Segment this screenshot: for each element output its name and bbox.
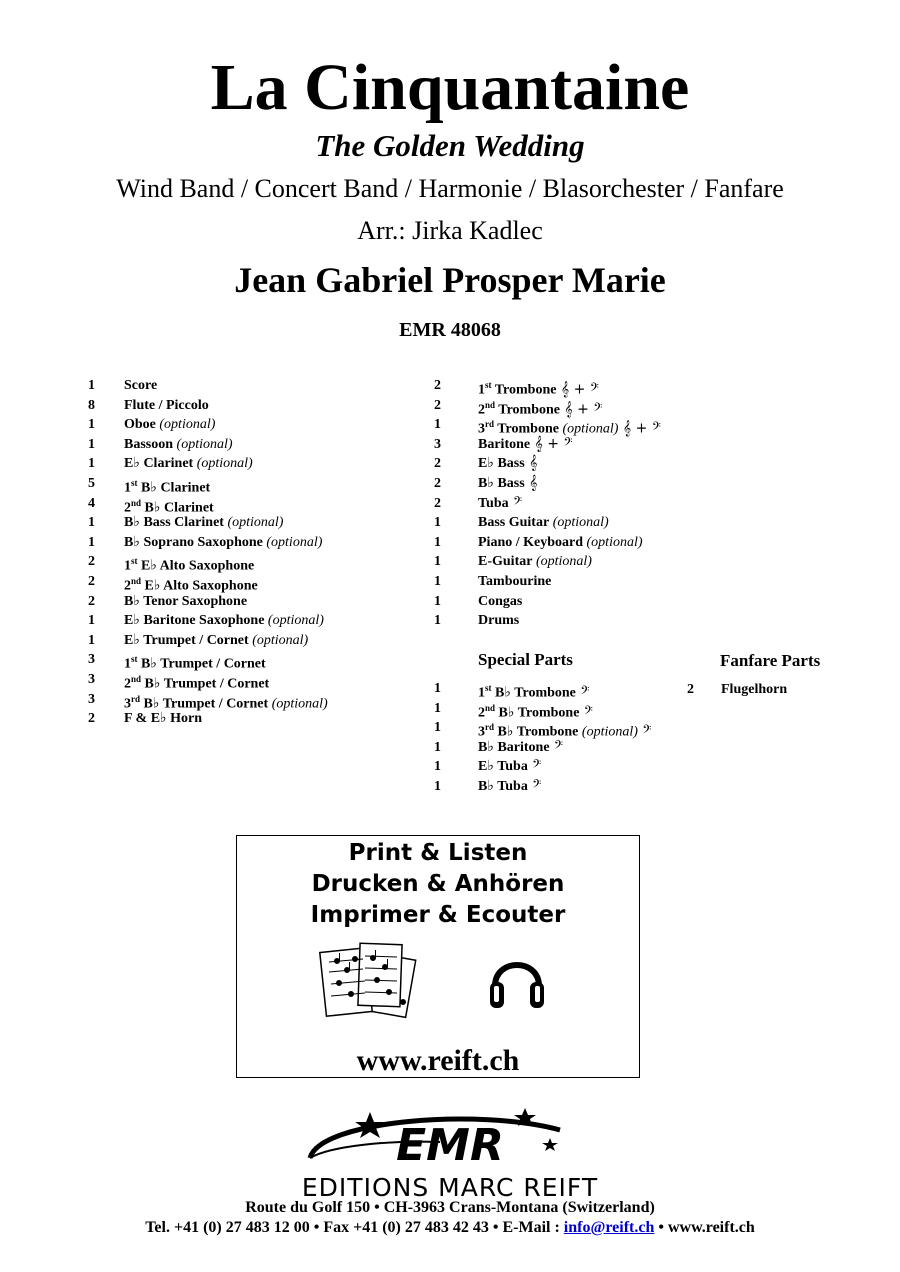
part-name: Flute / Piccolo <box>124 397 209 413</box>
clef-icon: 𝄢 <box>527 778 542 794</box>
promo-line-3: Imprimer & Ecouter <box>310 902 566 928</box>
part-name: 3rd B♭ Trombone (optional) 𝄢 <box>478 722 652 740</box>
promo-line-2: Drucken & Anhören <box>311 871 565 897</box>
logo-emr-text: EMR <box>396 1120 504 1171</box>
fanfare-parts-list <box>687 680 847 710</box>
part-name: 2nd E♭ Alto Saxophone <box>124 576 258 594</box>
part-name: 2nd Trombone 𝄞 + 𝄢 <box>478 399 603 418</box>
part-quantity: 3 <box>434 436 441 452</box>
clef-icon: 𝄢 <box>508 494 523 511</box>
part-name: Flugelhorn <box>721 682 788 697</box>
part-name: E♭ Baritone Saxophone (optional) <box>124 613 324 629</box>
part-name: E♭ Clarinet (optional) <box>124 456 253 472</box>
part-name: 1st B♭ Clarinet <box>124 478 211 496</box>
part-name: 1st E♭ Alto Saxophone <box>124 556 255 575</box>
part-quantity: 1 <box>434 720 441 736</box>
part-quantity: 1 <box>434 700 441 716</box>
part-quantity: 1 <box>88 515 95 531</box>
email-link[interactable]: info@reift.ch <box>563 1219 655 1236</box>
part-quantity: 1 <box>434 779 441 794</box>
part-name: 3rd B♭ Trumpet / Cornet (optional) <box>124 693 328 712</box>
part-quantity: 2 <box>434 397 441 413</box>
part-name: E♭ Trumpet / Cornet (optional) <box>124 632 309 648</box>
part-name: Tuba 𝄢 <box>478 494 523 511</box>
contact-phone-fax: Tel. +41 (0) 27 483 12 00 • Fax +41 (0) 27 483 42 43 • E-Mail : <box>145 1219 564 1236</box>
part-name: Piano / Keyboard (optional) <box>478 534 643 550</box>
part-name: 2nd B♭ Clarinet <box>124 497 214 516</box>
part-quantity: 5 <box>88 476 95 491</box>
part-quantity: 1 <box>434 417 441 433</box>
part-quantity: 1 <box>88 534 95 550</box>
part-quantity: 1 <box>88 417 95 433</box>
clef-icon: 𝄢 <box>575 684 590 701</box>
part-quantity: 1 <box>88 378 95 393</box>
part-name: Bassoon (optional) <box>124 436 233 452</box>
clef-icon: 𝄢 <box>527 758 542 775</box>
promo-url[interactable]: www.reift.ch <box>356 1044 520 1077</box>
part-quantity: 3 <box>88 691 95 707</box>
clef-icon: 𝄢 <box>549 738 563 755</box>
promo-line-1: Print & Listen <box>348 840 528 866</box>
catalog-number: EMR 48068 <box>399 319 501 341</box>
page-title: La Cinquantaine <box>210 51 690 124</box>
part-name: E♭ Tuba 𝄢 <box>478 758 542 775</box>
special-parts-heading: Special Parts <box>478 650 573 669</box>
clef-icon: 𝄞 <box>524 455 538 472</box>
part-quantity: 2 <box>434 378 441 393</box>
publisher-contact <box>0 1218 900 1238</box>
publisher-name: EDITIONS MARC REIFT <box>301 1173 599 1200</box>
emr-logo <box>240 1100 660 1200</box>
special-parts-list <box>434 679 714 799</box>
composer: Jean Gabriel Prosper Marie <box>234 260 666 300</box>
part-name: Score <box>124 378 158 393</box>
contact-website: • www.reift.ch <box>654 1219 755 1236</box>
part-quantity: 1 <box>434 759 441 775</box>
clef-icon: 𝄞 <box>524 475 538 491</box>
part-name: F & E♭ Horn <box>124 711 203 727</box>
part-quantity: 2 <box>88 593 95 609</box>
headphones-icon <box>487 946 547 1012</box>
part-quantity: 1 <box>88 436 95 452</box>
part-name: 1st B♭ Trombone 𝄢 <box>478 683 590 701</box>
part-quantity: 1 <box>434 515 441 531</box>
part-quantity: 1 <box>434 613 441 629</box>
part-quantity: 1 <box>434 574 441 589</box>
part-name: Tambourine <box>478 574 552 589</box>
part-name: B♭ Bass Clarinet (optional) <box>124 515 284 531</box>
part-name: E-Guitar (optional) <box>478 554 592 570</box>
part-quantity: 1 <box>434 554 441 570</box>
part-quantity: 2 <box>88 574 95 589</box>
part-name: B♭ Baritone 𝄢 <box>478 738 563 755</box>
part-name: 1st B♭ Trumpet / Cornet <box>124 654 266 673</box>
clef-icon: 𝄞 + 𝄢 <box>530 435 573 452</box>
ensemble-list: Wind Band / Concert Band / Harmonie / Blasorchester / Fanfare <box>116 174 784 203</box>
publisher-address: Route du Golf 150 • CH-3963 Crans-Montana (Switzerland) <box>245 1199 655 1216</box>
part-name: Drums <box>478 613 520 629</box>
clef-icon: 𝄢 <box>637 723 652 740</box>
part-name: B♭ Tuba 𝄢 <box>478 778 542 794</box>
clef-icon: 𝄞 + 𝄢 <box>618 420 661 437</box>
clef-icon: 𝄢 <box>579 704 593 721</box>
clef-icon: 𝄞 + 𝄢 <box>559 401 603 418</box>
part-quantity: 2 <box>434 495 441 511</box>
part-quantity: 1 <box>88 456 95 472</box>
part-quantity: 8 <box>88 397 95 413</box>
print-listen-box <box>236 835 640 1078</box>
part-name: Bass Guitar (optional) <box>478 515 609 531</box>
part-name: B♭ Bass 𝄞 <box>478 475 538 491</box>
part-name: E♭ Bass 𝄞 <box>478 455 538 472</box>
part-quantity: 4 <box>88 495 95 511</box>
clef-icon: 𝄞 + 𝄢 <box>556 381 599 398</box>
part-quantity: 1 <box>88 632 95 648</box>
part-name: B♭ Soprano Saxophone (optional) <box>124 534 323 550</box>
part-quantity: 1 <box>88 613 95 629</box>
part-name: Baritone 𝄞 + 𝄢 <box>478 435 573 452</box>
parts-list-left <box>88 376 428 736</box>
part-quantity: 2 <box>88 711 95 727</box>
part-name: 2nd B♭ Trumpet / Cornet <box>124 674 270 692</box>
part-name: Congas <box>478 593 523 609</box>
sheet-music-icon <box>319 942 431 1034</box>
part-quantity: 1 <box>434 739 441 755</box>
part-name: Oboe (optional) <box>124 417 216 433</box>
part-quantity: 2 <box>687 682 694 697</box>
part-quantity: 2 <box>434 476 441 491</box>
part-name: B♭ Tenor Saxophone <box>124 593 248 609</box>
part-name: 2nd B♭ Trombone 𝄢 <box>478 702 593 721</box>
part-quantity: 1 <box>434 593 441 609</box>
part-quantity: 1 <box>434 681 441 696</box>
part-quantity: 3 <box>88 652 95 668</box>
part-name: 3rd Trombone (optional) 𝄞 + 𝄢 <box>478 419 661 437</box>
subtitle: The Golden Wedding <box>315 128 585 163</box>
part-quantity: 2 <box>88 554 95 570</box>
part-quantity: 3 <box>88 672 95 687</box>
part-quantity: 2 <box>434 456 441 472</box>
arranger: Arr.: Jirka Kadlec <box>357 216 543 245</box>
part-name: 1st Trombone 𝄞 + 𝄢 <box>478 380 599 398</box>
fanfare-parts-heading: Fanfare Parts <box>720 651 821 670</box>
parts-list-right <box>434 376 794 636</box>
part-quantity: 1 <box>434 534 441 550</box>
